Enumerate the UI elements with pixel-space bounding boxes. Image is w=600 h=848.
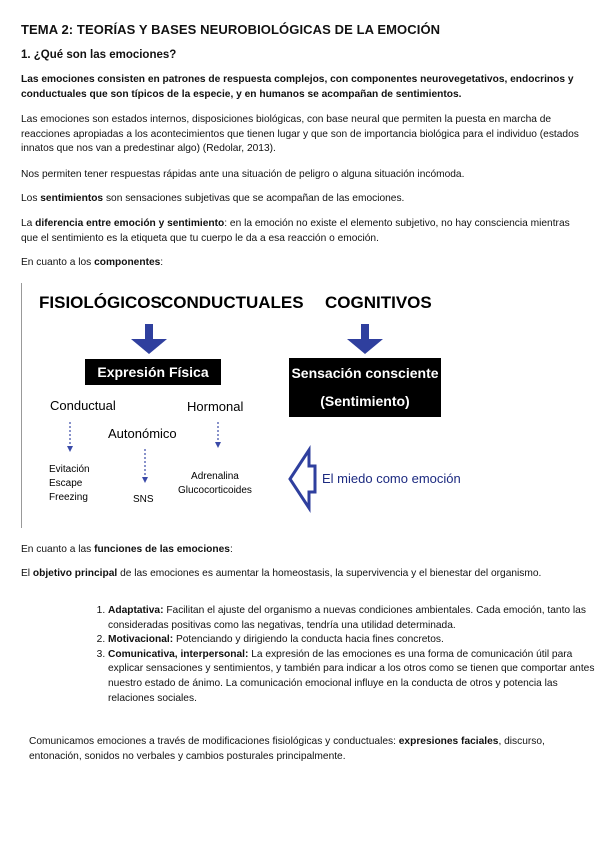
dashed-arrow-icon xyxy=(67,422,73,452)
down-arrow-icon xyxy=(131,324,167,354)
page-title: TEMA 2: TEORÍAS Y BASES NEUROBIOLÓGICAS DE LA EMOCIÓN xyxy=(21,22,441,37)
list-item: 3. Comunicativa, interpersonal: La expresión de las emociones es una forma de comunicación útil para explicar sensaciones y sentimientos, y también para indicar a los otros como se tienen que comportar antes nuestro estado de ánimo. La comunicación emocional influye en la conducta de otros y potencia las relaciones sociales. xyxy=(108,648,596,706)
list-item: Glucocorticoides xyxy=(178,485,252,496)
communication-paragraph: Comunicamos emociones a través de modificaciones fisiológicas y conductuales: expresiones faciales, discurso, entonación, sonidos no verbales y cambios posturales principalmente. xyxy=(29,736,545,762)
list-item: Adrenalina xyxy=(191,471,239,482)
behavioral-header: CONDUCTUALES xyxy=(161,293,304,312)
function-term: Comunicativa, interpersonal: xyxy=(108,648,249,660)
objective-term: objetivo principal xyxy=(32,568,118,579)
facial-expressions-term: expresiones faciales xyxy=(398,736,499,747)
feelings-paragraph: Los sentimientos son sensaciones subjetivas que se acompañan de las emociones. xyxy=(21,193,405,204)
functions-intro: En cuanto a las funciones de las emociones: xyxy=(21,544,233,555)
physiological-header: FISIOLÓGICOS xyxy=(39,293,162,312)
definition-paragraph: Las emociones consisten en patrones de respuesta complejos, con componentes neurovegetativos, endocrinos y conductuales que son típicos de la especie, y en humanos se acompañan de sentimientos. xyxy=(21,74,574,100)
conductual-label: Conductual xyxy=(50,398,116,413)
list-item: 1. Adaptativa: Facilitan el ajuste del organismo a nuevas condiciones ambientales. Cada emoción, tanto las consideradas positivas como las negativas, tendría una utilidad determinada. xyxy=(108,604,596,633)
dashed-arrow-icon xyxy=(215,422,221,448)
feeling-line: (Sentimiento) xyxy=(320,393,410,409)
functions-list xyxy=(88,604,596,706)
difference-paragraph: La diferencia entre emoción y sentimiento: en la emoción no existe el elemento subjetivo, no hay consciencia mientras que el sentimiento es la etiqueta que tu cuerpo le da a esa reacción o emoción. xyxy=(21,218,570,244)
conductual-items xyxy=(49,463,90,505)
states-paragraph: Las emociones son estados internos, disposiciones biológicas, con base neural que permiten la puesta en marcha de reacciones apropiadas a los acontecimientos que tienen lugar y que son de importancia biológica para el individuo (estados innatos que nos van a predestinar algo) (Redolar, 2013). xyxy=(21,114,579,155)
components-intro: En cuanto a los componentes: xyxy=(21,257,164,268)
conscious-sensation-box xyxy=(289,358,441,417)
physical-expression-box: Expresión Física xyxy=(85,359,221,385)
conscious-sensation-line: Sensación consciente xyxy=(291,365,439,381)
list-item: Escape xyxy=(49,478,83,489)
dashed-arrow-icon xyxy=(142,449,148,483)
fear-emotion-label: El miedo como emoción xyxy=(322,471,461,486)
list-item: Freezing xyxy=(49,492,88,503)
functions-term: funciones de las emociones xyxy=(94,544,230,555)
left-arrow-icon xyxy=(290,450,315,508)
components-diagram xyxy=(21,283,565,528)
function-term: Adaptativa: xyxy=(108,605,164,616)
list-item: 2. Motivacional: Potenciando y dirigiendo la conducta hacia fines concretos. xyxy=(108,633,596,648)
difference-term: diferencia entre emoción y sentimiento xyxy=(35,218,225,229)
cognitive-header: COGNITIVOS xyxy=(325,293,432,312)
hormonal-label: Hormonal xyxy=(187,399,244,414)
feelings-term: sentimientos xyxy=(40,193,104,204)
section-heading: 1. ¿Qué son las emociones? xyxy=(21,49,177,61)
down-arrow-icon xyxy=(347,324,383,354)
autonomic-label: Autonómico xyxy=(108,426,177,441)
components-term: componentes xyxy=(94,257,161,268)
function-term: Motivacional: xyxy=(108,634,174,646)
objective-paragraph: El objetivo principal de las emociones es aumentar la homeostasis, la supervivencia y el bienestar del organismo. xyxy=(21,568,542,579)
fast-response-paragraph: Nos permiten tener respuestas rápidas ante una situación de peligro o alguna situación incómoda. xyxy=(21,169,465,180)
list-item: Evitación xyxy=(49,464,90,475)
sns-label: SNS xyxy=(133,494,154,505)
hormonal-items xyxy=(178,470,252,498)
